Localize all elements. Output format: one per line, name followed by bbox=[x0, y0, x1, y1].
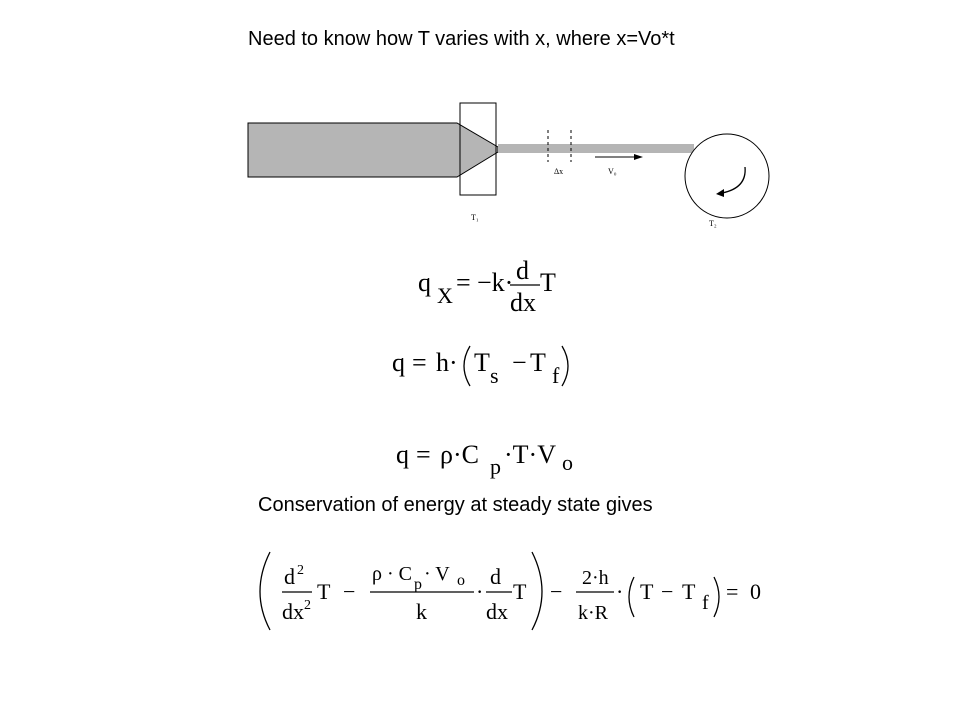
eq4-num2: 2·h bbox=[582, 567, 609, 589]
label-dx: Δx bbox=[554, 167, 564, 176]
extruded-filament bbox=[498, 144, 694, 153]
eq1-sub-x: X bbox=[437, 283, 453, 308]
eq2-q: q bbox=[392, 348, 405, 377]
eq4-den-k: k bbox=[416, 599, 427, 624]
eq4-zero: 0 bbox=[750, 579, 761, 604]
eq3-rho-c: ρ·C bbox=[440, 440, 479, 469]
eq4-T2: T bbox=[513, 579, 527, 604]
energy-conservation-caption: Conservation of energy at steady state gives bbox=[258, 494, 653, 516]
eq4-minus2: − bbox=[550, 579, 563, 604]
eq4-num-v: · V bbox=[424, 563, 450, 585]
eq4-num-rho: ρ · C bbox=[372, 563, 412, 585]
eq4-T1: T bbox=[317, 579, 331, 604]
eq4-big-paren-open bbox=[260, 552, 270, 630]
eq4-equals: = bbox=[726, 579, 739, 604]
eq4-sub-f: f bbox=[702, 592, 709, 614]
eq4-num-o: o bbox=[457, 572, 465, 589]
eq4-paren-close bbox=[714, 577, 719, 617]
extrusion-diagram bbox=[248, 103, 769, 228]
eq4-num-p: p bbox=[414, 576, 422, 593]
equation-advection bbox=[396, 440, 573, 479]
equation-conduction bbox=[418, 256, 556, 317]
eq3-equals: = bbox=[416, 440, 431, 469]
eq3-sub-p: p bbox=[490, 454, 501, 479]
eq3-sub-o: o bbox=[562, 450, 573, 475]
eq4-dot2: · bbox=[616, 579, 624, 604]
eq3-q: q bbox=[396, 440, 409, 469]
eq4-dx: dx bbox=[486, 599, 508, 624]
eq4-dx2: dx bbox=[282, 599, 304, 624]
eq4-minus1: − bbox=[343, 579, 356, 604]
eq4-minus3: − bbox=[661, 579, 674, 604]
eq1-T: T bbox=[540, 268, 556, 297]
eq1-minus-k: −k· bbox=[477, 268, 514, 297]
eq2-T: T bbox=[474, 348, 490, 377]
eq4-big-paren-close bbox=[532, 552, 542, 630]
eq4-paren-open bbox=[629, 577, 634, 617]
eq4-d: d bbox=[284, 564, 295, 589]
eq2-T2: T bbox=[530, 348, 546, 377]
eq2-sub-f: f bbox=[552, 363, 560, 388]
eq2-equals: = bbox=[412, 348, 427, 377]
eq2-h: h· bbox=[436, 348, 458, 377]
eq4-sq1: 2 bbox=[297, 563, 304, 578]
eq4-T3: T bbox=[640, 579, 654, 604]
eq2-paren-close bbox=[562, 346, 568, 386]
velocity-arrowhead bbox=[634, 154, 643, 160]
take-up-roller bbox=[685, 134, 769, 218]
eq4-dot: · bbox=[476, 579, 484, 604]
eq4-T4: T bbox=[682, 579, 696, 604]
eq4-sq2: 2 bbox=[304, 598, 311, 613]
label-t1: T₁ bbox=[471, 213, 479, 222]
eq4-d-num: d bbox=[490, 564, 501, 589]
equation-convection bbox=[392, 346, 568, 388]
eq3-tv: ·T·V bbox=[504, 440, 556, 469]
slide-title: Need to know how T varies with x, where x=Vo*t bbox=[248, 28, 675, 50]
eq1-d: d bbox=[516, 256, 529, 285]
label-v0: V₀ bbox=[608, 167, 617, 176]
eq2-minus: − bbox=[512, 348, 527, 377]
eq4-den2: k·R bbox=[578, 602, 608, 624]
eq1-equals: = bbox=[456, 268, 471, 297]
equation-energy-balance bbox=[260, 552, 761, 630]
eq2-sub-s: s bbox=[490, 363, 499, 388]
eq1-dx: dx bbox=[510, 288, 536, 317]
eq1-q: q bbox=[418, 268, 431, 297]
label-t2: T₂ bbox=[709, 219, 717, 228]
eq2-paren-open bbox=[464, 346, 470, 386]
